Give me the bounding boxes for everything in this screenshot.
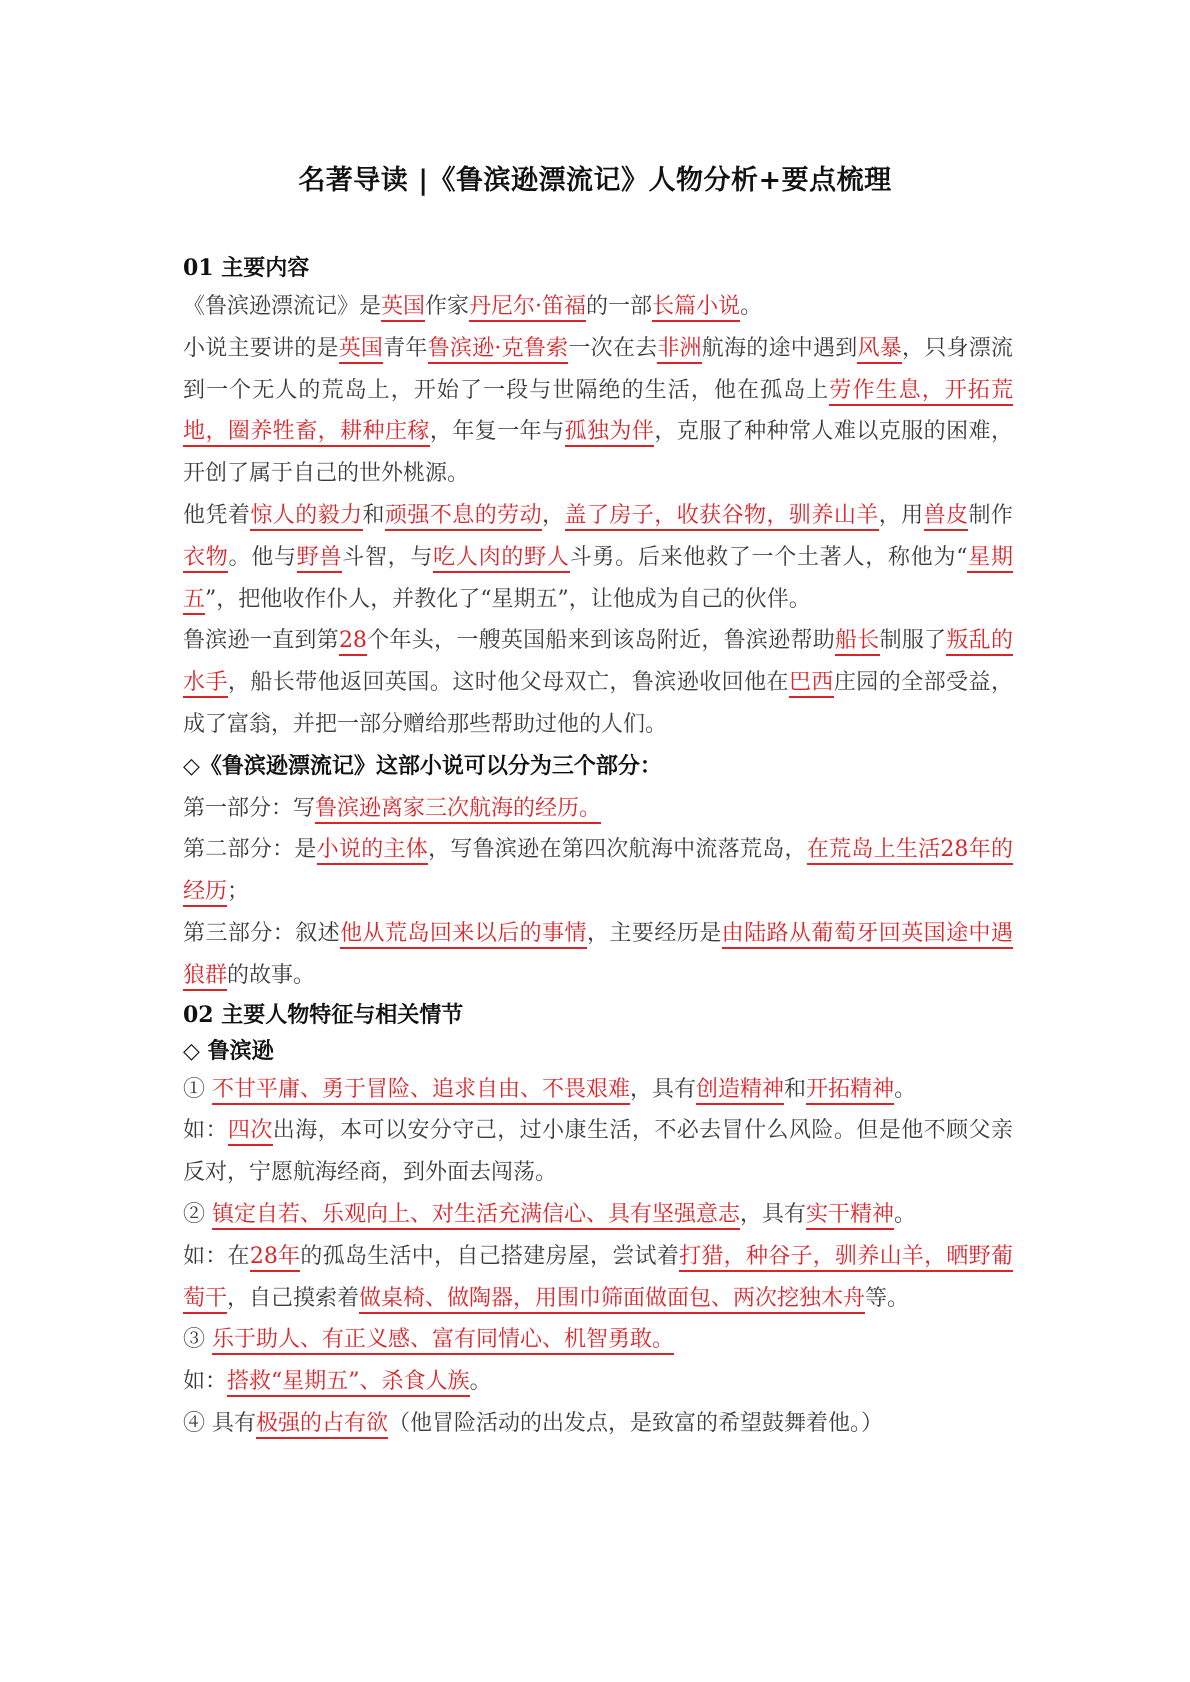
highlighted-keyword: 在荒岛上生活28年的经历 bbox=[183, 837, 1013, 907]
highlighted-keyword: 不甘平庸、勇于冒险、追求自由、不畏艰难 bbox=[212, 1077, 630, 1105]
highlighted-keyword: 搭救“星期五”、杀食人族 bbox=[227, 1369, 470, 1397]
highlighted-keyword: 28年 bbox=[250, 1244, 301, 1272]
highlighted-keyword: 英国 bbox=[339, 336, 383, 364]
text-segment: 的孤岛生活中，自己搭建房屋，尝试着 bbox=[300, 1243, 680, 1269]
parts-heading: ◇《鲁滨逊漂流记》这部小说可以分为三个部分： bbox=[183, 752, 662, 779]
highlighted-keyword: 劳作生息，开拓荒地，圈养牲畜，耕种庄稼 bbox=[183, 378, 1013, 448]
text-segment: ，具有 bbox=[740, 1201, 807, 1227]
text-segment: 和 bbox=[362, 502, 385, 528]
highlighted-keyword: 巴西 bbox=[789, 670, 834, 698]
highlighted-keyword: 顽强不息的劳动 bbox=[385, 503, 542, 531]
paragraph bbox=[183, 286, 1013, 328]
part-item bbox=[183, 829, 1013, 913]
text-segment: 。 bbox=[894, 1076, 917, 1102]
text-segment: 如： bbox=[183, 1369, 228, 1395]
text-segment: 个年头，一艘英国船来到该岛附近，鲁滨逊帮助 bbox=[366, 628, 836, 654]
text-segment: 制作 bbox=[968, 502, 1013, 528]
text-segment: ④ 具有 bbox=[183, 1410, 256, 1436]
text-segment: 。 bbox=[740, 294, 763, 319]
highlighted-keyword: 非洲 bbox=[657, 336, 701, 364]
example-item bbox=[183, 1361, 1013, 1403]
highlighted-keyword: 鲁滨逊·克鲁索 bbox=[428, 336, 569, 364]
highlighted-keyword: 星期五 bbox=[183, 545, 1013, 615]
section-heading-main-content: 01 主要内容 bbox=[183, 255, 310, 281]
text-segment: ； bbox=[227, 879, 250, 905]
highlighted-keyword: 野兽 bbox=[297, 545, 342, 573]
highlighted-keyword: 由陆路从葡萄牙回英国途中遇狼群 bbox=[183, 921, 1013, 991]
highlighted-keyword: 丹尼尔·笛福 bbox=[469, 294, 586, 322]
text-segment: 。 bbox=[894, 1201, 917, 1227]
text-segment: ， bbox=[542, 502, 565, 528]
highlighted-keyword: 长篇小说 bbox=[652, 294, 740, 322]
highlighted-keyword: 鲁滨逊离家三次航海的经历。 bbox=[315, 796, 601, 824]
trait-item bbox=[183, 1403, 1013, 1445]
part-item bbox=[183, 788, 1013, 830]
highlighted-keyword: 四次 bbox=[228, 1118, 273, 1146]
text-segment: ，船长带他返回英国。这时他父母双亡，鲁滨逊收回他在 bbox=[227, 670, 789, 696]
text-segment: 小说主要讲的是 bbox=[183, 335, 339, 361]
text-segment: 鲁滨逊一直到第 bbox=[183, 628, 339, 654]
text-segment: ，写鲁滨逊在第四次航海中流落荒岛， bbox=[428, 837, 807, 863]
highlighted-keyword: 风暴 bbox=[857, 336, 901, 364]
highlighted-keyword: 兽皮 bbox=[924, 503, 969, 531]
highlighted-keyword: 他从荒岛回来以后的事情 bbox=[340, 921, 587, 949]
text-segment: 第一部分：写 bbox=[183, 795, 316, 821]
text-segment: ，克服了种种常人难以克服的困难，开创了属于自己的世外桃源。 bbox=[183, 419, 1013, 487]
highlighted-keyword: 做桌椅、做陶器，用围巾筛面做面包、两次挖独木舟 bbox=[359, 1286, 865, 1314]
text-segment: ③ bbox=[183, 1327, 212, 1353]
highlighted-keyword: 英国 bbox=[381, 294, 425, 322]
highlighted-keyword: 开拓精神 bbox=[806, 1077, 894, 1105]
text-segment: 庄园的全部受益，成了富翁，并把一部分赠给那些帮助过他的人们。 bbox=[183, 670, 1013, 737]
highlighted-keyword: 极强的占有欲 bbox=[256, 1411, 388, 1439]
text-segment: ，具有 bbox=[630, 1076, 697, 1102]
text-segment: 的一部 bbox=[586, 294, 653, 319]
text-segment: 《鲁滨逊漂流记》是 bbox=[183, 294, 382, 319]
section-heading-characters: 02 主要人物特征与相关情节 bbox=[183, 1001, 464, 1028]
text-segment: ② bbox=[183, 1201, 212, 1227]
text-segment: ，主要经历是 bbox=[586, 920, 722, 946]
text-segment: ，只身漂流到一个无人的荒岛上，开始了一段与世隔绝的生活，他在孤岛上 bbox=[183, 335, 1013, 403]
text-segment: 如： bbox=[183, 1118, 228, 1144]
text-segment: 青年 bbox=[383, 335, 428, 361]
text-segment: （他冒险活动的出发点，是致富的希望鼓舞着他。） bbox=[388, 1410, 884, 1436]
text-segment: 等。 bbox=[865, 1285, 910, 1311]
part-item bbox=[183, 913, 1013, 997]
text-segment: 。 bbox=[469, 1369, 492, 1395]
highlighted-keyword: 实干精神 bbox=[806, 1202, 894, 1230]
example-item bbox=[183, 1110, 1013, 1194]
text-segment: 第三部分：叙述 bbox=[183, 920, 341, 946]
character-subheading: ◇ 鲁滨逊 bbox=[183, 1037, 274, 1064]
text-segment: 的故事。 bbox=[227, 962, 316, 988]
page-title: 名著导读 |《鲁滨逊漂流记》人物分析+要点梳理 bbox=[298, 165, 892, 196]
document-content bbox=[183, 250, 1013, 1445]
text-segment: 如：在 bbox=[183, 1243, 250, 1269]
text-segment: 出海，本可以安分守己，过小康生活，不必去冒什么风险。但是他不顾父亲反对，宁愿航海经商，到外面去闯荡。 bbox=[183, 1118, 1013, 1186]
trait-item bbox=[183, 1194, 1013, 1236]
highlighted-keyword: 28 bbox=[339, 628, 367, 656]
highlighted-keyword: 孤独为伴 bbox=[565, 419, 655, 447]
text-segment: 和 bbox=[784, 1076, 807, 1102]
text-segment: 作家 bbox=[425, 294, 470, 319]
highlighted-keyword: 船长 bbox=[835, 628, 880, 656]
trait-item bbox=[183, 1319, 1013, 1361]
text-segment: 。他与 bbox=[228, 544, 297, 570]
text-segment: 一次在去 bbox=[568, 335, 658, 361]
highlighted-keyword: 叛乱的水手 bbox=[183, 628, 1013, 698]
paragraph bbox=[183, 620, 1013, 745]
text-segment: ① bbox=[183, 1076, 212, 1102]
highlighted-keyword: 创造精神 bbox=[696, 1077, 784, 1105]
highlighted-keyword: 乐于助人、有正义感、富有同情心、机智勇敢。 bbox=[212, 1327, 674, 1355]
highlighted-keyword: 盖了房子，收获谷物，驯养山羊 bbox=[565, 503, 879, 531]
text-segment: ”，把他收作仆人，并教化了“星期五”，让他成为自己的伙伴。 bbox=[205, 586, 811, 612]
text-segment: ，用 bbox=[878, 502, 924, 528]
highlighted-keyword: 衣物 bbox=[183, 545, 228, 573]
text-segment: 制服了 bbox=[879, 628, 947, 654]
paragraph bbox=[183, 495, 1013, 620]
text-segment: ，年复一年与 bbox=[429, 419, 565, 445]
example-item bbox=[183, 1236, 1013, 1320]
text-segment: ，自己摸索着 bbox=[227, 1285, 360, 1311]
text-segment: 斗勇。后来他救了一个土著人，称他为“ bbox=[569, 544, 968, 570]
highlighted-keyword: 小说的主体 bbox=[317, 837, 428, 865]
highlighted-keyword: 打猎，种谷子，驯养山羊，晒野葡萄干 bbox=[183, 1244, 1013, 1314]
text-segment: 斗智，与 bbox=[342, 544, 434, 570]
text-segment: 第二部分：是 bbox=[183, 837, 317, 863]
paragraph bbox=[183, 328, 1013, 495]
highlighted-keyword: 吃人肉的野人 bbox=[433, 545, 569, 573]
highlighted-keyword: 镇定自若、乐观向上、对生活充满信心、具有坚强意志 bbox=[212, 1202, 740, 1230]
text-segment: 航海的途中遇到 bbox=[701, 335, 858, 361]
trait-item bbox=[183, 1069, 1013, 1111]
highlighted-keyword: 惊人的毅力 bbox=[250, 503, 362, 531]
text-segment: 他凭着 bbox=[183, 502, 251, 528]
